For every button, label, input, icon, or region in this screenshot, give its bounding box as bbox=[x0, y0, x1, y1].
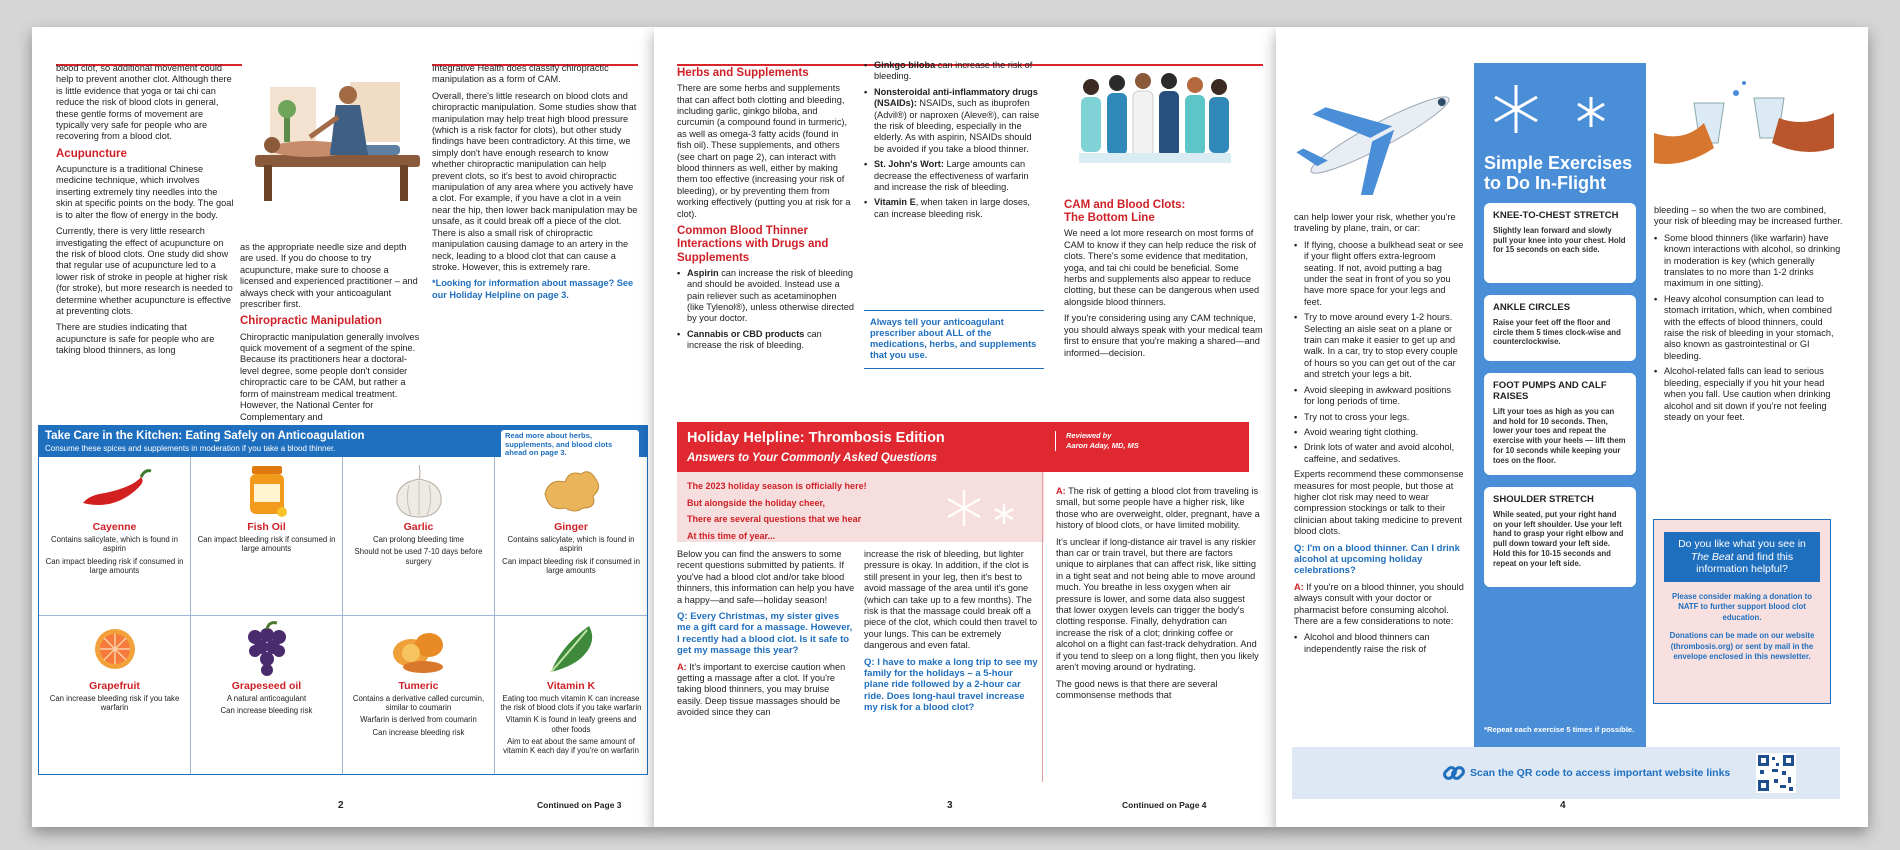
list-item: • Try to move around every 1-2 hours. Selecting an aisle seat on a plane or train can make it easier to get up and walk. In a car, try to stop every couple of hours so you can get out of the car and stretch your legs a bit. bbox=[1294, 312, 1464, 380]
food-cell bbox=[495, 616, 647, 775]
page-number: 2 bbox=[338, 800, 344, 811]
food-note: Contains a derivative called curcumin, similar to coumarin bbox=[352, 693, 485, 712]
food-note: Aim to eat about the same amount of vitamin K each day if you're on warfarin bbox=[503, 736, 639, 756]
question-1: Q: Every Christmas, my sister gives me a gift card for a massage. However, I recently had a blood clot. Is it safe to get my massage this year? bbox=[677, 611, 853, 657]
intro-line: But alongside the holiday cheer, bbox=[687, 497, 826, 508]
list-item: • Drink lots of water and avoid alcohol, caffeine, and sedatives. bbox=[1294, 442, 1464, 465]
continued-label: Continued on Page 3 bbox=[537, 800, 622, 810]
question-2: Q: I have to make a long trip to see my family for the holidays – a 5-hour plane ride followed by a 2-hour car ride. Does long-haul travel increase my risk for a blood clot? bbox=[864, 656, 1038, 714]
banner-title: Holiday Helpline: Thrombosis Edition bbox=[687, 430, 945, 446]
list-item: • If flying, choose a bulkhead seat or see if your flight offers extra-legroom seating. If not, avoid putting a bag under the seat in front of you so you have more space for your legs and feet. bbox=[1294, 240, 1464, 308]
donation-info[interactable]: Donations can be made on our website (thrombosis.org) or sent by mail in the envelope enclosed in this newsletter. bbox=[1669, 631, 1815, 662]
newsletter-page-3 bbox=[654, 27, 1276, 827]
exercise-card bbox=[1484, 487, 1636, 587]
column-1 bbox=[677, 63, 855, 356]
paragraph: increase the risk of bleeding, but lighter pressure is okay. In addition, if the clot is still present in your leg, then it's best to avoid massage of the area until it's gone (which can take up to a few months). The risk is that the massage could break off a piece of the clot, which could then travel to your lungs. This can be extremely dangerous and even fatal. bbox=[864, 549, 1038, 651]
toast-glasses-illustration bbox=[1654, 73, 1834, 183]
kitchen-table bbox=[38, 425, 648, 775]
food-cell bbox=[191, 457, 343, 616]
donation-box bbox=[1653, 519, 1831, 704]
list-item: • Ginkgo biloba can increase the risk of bleeding. bbox=[864, 60, 1044, 83]
food-cell bbox=[39, 457, 191, 616]
food-note: Vitamin K is found in leafy greens and other foods bbox=[505, 715, 637, 734]
exercise-footnote: *Repeat each exercise 5 times if possible. bbox=[1484, 725, 1635, 734]
medical-team-illustration bbox=[1069, 67, 1239, 187]
paragraph: It's unclear if long-distance air travel is any riskier than car or train travel, but there are factors unique to airplanes that can affect risk, like sitting in a tight seat and not being able to move around much. You breathe in less oxygen when air pressure is lower, and some data also suggest that lower oxygen levels can trigger the body's clotting response. Finally, dehydration can increase the risk of a clot; drinking coffee or alcohol on a flight can fast-track dehydration. And if you tend to sleep on a long flight, then you likely aren't moving around or hydrating. bbox=[1056, 536, 1259, 673]
paragraph: There are studies indicating that acupuncture is safe for people who are taking blood thinners, as long bbox=[56, 322, 215, 356]
list-item: • Nonsteroidal anti-inflammatory drugs (NSAIDs): NSAIDs, such as ibuprofen (Advil®) or naproxen (Aleve®), can raise the risk of bleeding, especially in the elderly. As with aspirin, NSAIDs should be avoided if you take a blood thinner. bbox=[864, 87, 1044, 155]
kitchen-header bbox=[39, 426, 647, 457]
grapefruit-icon bbox=[43, 620, 186, 678]
list-item: • Avoid wearing tight clothing. bbox=[1294, 427, 1464, 438]
paragraph: If you're considering using any CAM technique, you should always speak with your medical team first to ensure that you're making a shared—and informed—decision. bbox=[1064, 313, 1263, 358]
food-cell bbox=[39, 616, 191, 775]
food-cell bbox=[495, 457, 647, 616]
acupuncture-heading: Acupuncture bbox=[56, 147, 127, 160]
fish-oil-icon bbox=[195, 461, 338, 519]
list-item: • Aspirin can increase the risk of bleeding and should be avoided. Instead use a pain reliever such as acetaminophen (like Tylenol®), unless otherwise directed by your doctor. bbox=[677, 268, 855, 325]
kitchen-read-more[interactable]: Read more about herbs, supplements, and blood clots ahead on page 3. bbox=[501, 430, 639, 460]
column-1 bbox=[1294, 212, 1464, 659]
exercise-card bbox=[1484, 373, 1636, 475]
food-cell bbox=[343, 457, 495, 616]
airplane-icon bbox=[1290, 75, 1470, 195]
intro-line: There are several questions that we hear bbox=[687, 514, 862, 525]
answer-2: A: The risk of getting a blood clot from traveling is small, but some people have a higher risk, like those who are overweight, older, pregnant, have a history of blood clots, or have limited mobility. bbox=[1056, 486, 1260, 531]
food-name: Cayenne bbox=[92, 521, 137, 533]
column-divider bbox=[1042, 472, 1043, 782]
list-item: • Cannabis or CBD products can increase the risk of bleeding. bbox=[677, 329, 855, 352]
qa-column-3 bbox=[1056, 486, 1261, 706]
food-cell bbox=[191, 616, 343, 775]
herbs-heading: Herbs and Supplements bbox=[677, 67, 809, 79]
list-item: • Vitamin E, when taken in large doses, can increase bleeding risk. bbox=[864, 197, 1044, 220]
paragraph: Chiropractic manipulation generally involves quick movement of a segment of the spine. Because its practitioners hear a doctoral-level degree, some people don't consider chiropractic care to be CAM, but rather a form of mainstream medical treatment. However, the National Center for Complementary and bbox=[240, 331, 420, 422]
exercise-name: SHOULDER STRETCH bbox=[1493, 494, 1594, 505]
turmeric-icon bbox=[347, 620, 490, 678]
food-name: Grapeseed oil bbox=[231, 679, 302, 692]
list-item: • Some blood thinners (like warfarin) have known interactions with alcohol, so drinking in moderation is key (which generally translates to no more than 1-2 drinks maximum in one sitting). bbox=[1654, 233, 1844, 290]
column-1 bbox=[56, 63, 234, 362]
interactions-heading: Common Blood Thinner Interactions with Drugs and Supplements bbox=[677, 225, 829, 264]
alcohol-list bbox=[1654, 233, 1844, 424]
grapes-icon bbox=[195, 620, 338, 678]
kale-icon bbox=[499, 620, 643, 678]
chili-pepper-icon bbox=[43, 461, 186, 519]
food-note: Contains salicylate, which is found in aspirin bbox=[51, 535, 178, 554]
paragraph: Overall, there's little research on blood clots and chiropractic manipulation. Some studies show that manipulation may help treat high blood pressure (which is a risk factor for clots), but other study findings have been contradictory. At this time, we simply don't have enough research to know whether chiropractic manipulation can help prevent clots, so it's best to avoid chiropractic manipulation of any area where you actively have a clot. For example, if you have a clot in a vein near the hip, then lower back manipulation may be unsafe, as it could break off a piece of the clot. There is also a small risk of chiropractic manipulation causing damage to an artery in the neck, leading to a blood clot that can cause a stroke. However, this is extremely rare. bbox=[432, 90, 638, 272]
page-number: 3 bbox=[947, 800, 953, 811]
food-grid bbox=[39, 457, 647, 774]
interactions-list-2 bbox=[864, 60, 1044, 220]
list-item: • Heavy alcohol consumption can lead to stomach irritation, which, when combined with the effects of blood thinners, could raise the risk of bleeding in your stomach, also known as gastrointestinal or GI bleeding. bbox=[1654, 294, 1844, 362]
food-name: Garlic bbox=[403, 521, 434, 533]
food-note: Contains salicylate, which is found in aspirin bbox=[507, 535, 635, 554]
answer-3: A: If you're on a blood thinner, you should always consult with your doctor or pharmacist before consuming alcohol. There are a few considerations to note: bbox=[1294, 581, 1464, 626]
cam-section bbox=[1064, 195, 1264, 364]
qa-column-2 bbox=[864, 549, 1039, 719]
intro-line: At this time of year... bbox=[687, 530, 776, 541]
column-3 bbox=[432, 63, 638, 306]
paragraph: Integrative Health does classify chiropractic manipulation as a form of CAM. bbox=[432, 63, 609, 85]
donation-question: Do you like what you see in The Beat and find this information helpful? bbox=[1664, 532, 1820, 582]
travel-tips-list bbox=[1294, 240, 1464, 465]
food-note: Should not be used 7-10 days before surgery bbox=[354, 547, 483, 566]
page-number: 4 bbox=[1560, 800, 1566, 811]
paragraph: We need a lot more research on most forms of CAM to know if they can help reduce the risk of clots. There's some evidence that meditation, yoga, and tai chi could be beneficial. Some herbs and supplements also appear to reduce clotting, but these can be dangerous when used alongside blood thinners. bbox=[1064, 228, 1260, 307]
exercise-instructions: Lift your toes as high as you can and hold for 10 seconds. Then, lower your toes and repeat the exercise with your heels — lift them for 10 seconds while keeping your toes on the floor. bbox=[1493, 406, 1626, 465]
food-name: Tumeric bbox=[398, 679, 439, 692]
column-3 bbox=[1654, 205, 1844, 427]
massage-link[interactable]: *Looking for information about massage? See our Holiday Helpline on page 3. bbox=[432, 278, 634, 300]
garlic-icon bbox=[347, 461, 490, 519]
food-note: Can increase bleeding risk bbox=[372, 727, 465, 737]
column-2 bbox=[240, 242, 420, 428]
intro-line: The 2023 holiday season is officially here! bbox=[687, 481, 867, 491]
paragraph: The good news is that there are several commonsense methods that bbox=[1056, 678, 1218, 700]
newsletter-page-2 bbox=[32, 27, 654, 827]
paragraph: Below you can find the answers to some recent questions submitted by patients. If you've had a blood clot and/or take blood thinners, this information can help you have a happy—and safe—holiday season! bbox=[677, 549, 855, 605]
donation-ask: Please consider making a donation to NATF to further support blood clot education. bbox=[1672, 591, 1812, 622]
reviewer-credit: Reviewed by Aaron Aday, MD, MS bbox=[1055, 431, 1139, 451]
paragraph: bleeding – so when the two are combined, your risk of bleeding may be increased further. bbox=[1654, 205, 1843, 227]
food-name: Grapefruit bbox=[89, 679, 140, 692]
snowflake-icon bbox=[934, 486, 1024, 530]
column-2 bbox=[864, 60, 1044, 224]
kitchen-subtitle: Consume these spices and supplements in moderation if you take a blood thinner. bbox=[45, 444, 336, 453]
exercise-instructions: While seated, put your right hand on your left shoulder. Use your left hand to grasp your right elbow and pull down toward your left side. Hold this for 10-15 seconds and repeat on your left side. bbox=[1493, 509, 1624, 568]
paragraph: Experts recommend these commonsense measures for most people, but those at higher clot risk may need to wear compression stockings or talk to their clinician about taking medicine to prevent blood clots. bbox=[1294, 469, 1464, 537]
paragraph: There are some herbs and supplements that can affect both clotting and bleeding, including garlic, ginkgo biloba, and curcumin (a compound found in turmeric), as well as omega-3 fatty acids (found in fish oil). These supplements, and others (see chart on page 2), can interact with blood thinners as well, either by making them too effective (increasing your risk of bleeding), or by preventing them from working effectively (putting you at risk for a clot). bbox=[677, 83, 851, 219]
food-note: Can prolong bleeding time bbox=[372, 535, 465, 544]
chiropractic-heading: Chiropractic Manipulation bbox=[240, 315, 382, 328]
holiday-intro-box bbox=[677, 472, 1044, 542]
food-note: Can impact bleeding risk if consumed in large amounts bbox=[45, 556, 184, 576]
qr-bar bbox=[1292, 747, 1840, 799]
massage-illustration bbox=[250, 67, 420, 207]
food-note: Can impact bleeding risk if consumed in large amounts bbox=[197, 535, 336, 554]
list-item: • St. John's Wort: Large amounts can decrease the effectiveness of warfarin and increase the risk of bleeding. bbox=[864, 159, 1044, 193]
paragraph: Currently, there is very little research investigating the effect of acupuncture on the risk of blood clots. One study did show that regular use of acupuncture led to a lower risk of stroke in people at higher risk (for stroke), but more research is needed to determine whether acupuncture is effective at preventing clots. bbox=[56, 226, 233, 316]
food-name: Vitamin K bbox=[546, 679, 596, 692]
food-name: Ginger bbox=[554, 521, 588, 533]
list-item: • Avoid sleeping in awkward positions for long periods of time. bbox=[1294, 385, 1464, 408]
list-item: • Try not to cross your legs. bbox=[1294, 412, 1464, 423]
interactions-list-1 bbox=[677, 268, 855, 352]
food-cell bbox=[343, 616, 495, 775]
food-note: Can increase bleeding risk bbox=[220, 705, 313, 715]
paragraph: as the appropriate needle size and depth are used. If you do choose to try acupuncture, make sure to choose a licensed and experienced practitioner – and always check with your anticoagulant prescriber first. bbox=[240, 242, 418, 310]
continued-label: Continued on Page 4 bbox=[1122, 800, 1207, 810]
food-note: A natural anticoagulant bbox=[226, 693, 307, 703]
holiday-helpline-banner bbox=[677, 422, 1249, 472]
qr-code-icon[interactable] bbox=[1756, 753, 1796, 793]
answer-1: A: It's important to exercise caution when getting a massage after a clot. If you're taking blood thinners, you may bruise easily. Deep tissue massages should be avoided since they can bbox=[677, 661, 846, 718]
paragraph: blood clot, so additional movement could help to prevent another clot. Although there is little evidence that yoga or tai chi can reduce the risk of blood clots in general, these gentle forms of movement are typically very safe for people who are recovering from a blood clot. bbox=[56, 63, 232, 142]
newsletter-page-4 bbox=[1276, 27, 1868, 827]
alcohol-list-start: • Alcohol and blood thinners can independently raise the risk of bbox=[1294, 632, 1464, 655]
paragraph: can help lower your risk, whether you're traveling by plane, train, or car: bbox=[1294, 212, 1456, 234]
exercise-card bbox=[1484, 203, 1636, 283]
exercise-instructions: Raise your feet off the floor and circle them 5 times clock-wise and counterclockwise. bbox=[1493, 317, 1621, 347]
exercise-instructions: Slightly lean forward and slowly pull your knee into your chest. Hold for 15 seconds on each side. bbox=[1493, 225, 1626, 255]
qr-text: Scan the QR code to access important website links bbox=[1470, 767, 1731, 779]
banner-subtitle: Answers to Your Commonly Asked Questions bbox=[687, 452, 938, 464]
food-note: Can impact bleeding risk if consumed in large amounts bbox=[502, 556, 640, 576]
link-icon bbox=[1442, 761, 1466, 785]
exercise-name: FOOT PUMPS AND CALF RAISES bbox=[1493, 380, 1607, 402]
exercise-name: ANKLE CIRCLES bbox=[1493, 302, 1571, 313]
food-note: Warfarin is derived from coumarin bbox=[360, 715, 477, 725]
exercise-name: KNEE-TO-CHEST STRETCH bbox=[1493, 210, 1619, 221]
ginger-icon bbox=[499, 461, 643, 519]
list-item: • Alcohol-related falls can lead to serious bleeding, especially if you hit your head when you fall. Use caution when drinking alcohol and sit down if you're not feeling steady on your feet. bbox=[1654, 366, 1844, 423]
cam-heading: CAM and Blood Clots: The Bottom Line bbox=[1064, 199, 1186, 225]
question-3: Q: I'm on a blood thinner. Can I drink alcohol at upcoming holiday celebrations? bbox=[1294, 542, 1460, 577]
exercise-card bbox=[1484, 295, 1636, 361]
paragraph: Acupuncture is a traditional Chinese medicine technique, which involves inserting extremely tiny needles into the skin at specific points on the body. The goal is to alter the flow of energy in the body. bbox=[56, 164, 234, 220]
food-name: Fish Oil bbox=[247, 521, 286, 533]
food-note: Can increase bleeding risk if you take warfarin bbox=[49, 693, 180, 712]
prescriber-callout: Always tell your anticoagulant prescriber about ALL of the medications, herbs, and supplements that you use. bbox=[864, 310, 1044, 369]
exercise-panel bbox=[1474, 63, 1646, 747]
exercise-title: Simple Exercises to Do In-Flight bbox=[1484, 153, 1633, 194]
kitchen-title: Take Care in the Kitchen: Eating Safely on Anticoagulation bbox=[45, 430, 365, 442]
food-note: Eating too much vitamin K can increase the risk of blood clots if you take warfarin bbox=[500, 693, 642, 712]
snowflake-icon bbox=[1486, 79, 1626, 139]
qa-column-1 bbox=[677, 549, 855, 724]
